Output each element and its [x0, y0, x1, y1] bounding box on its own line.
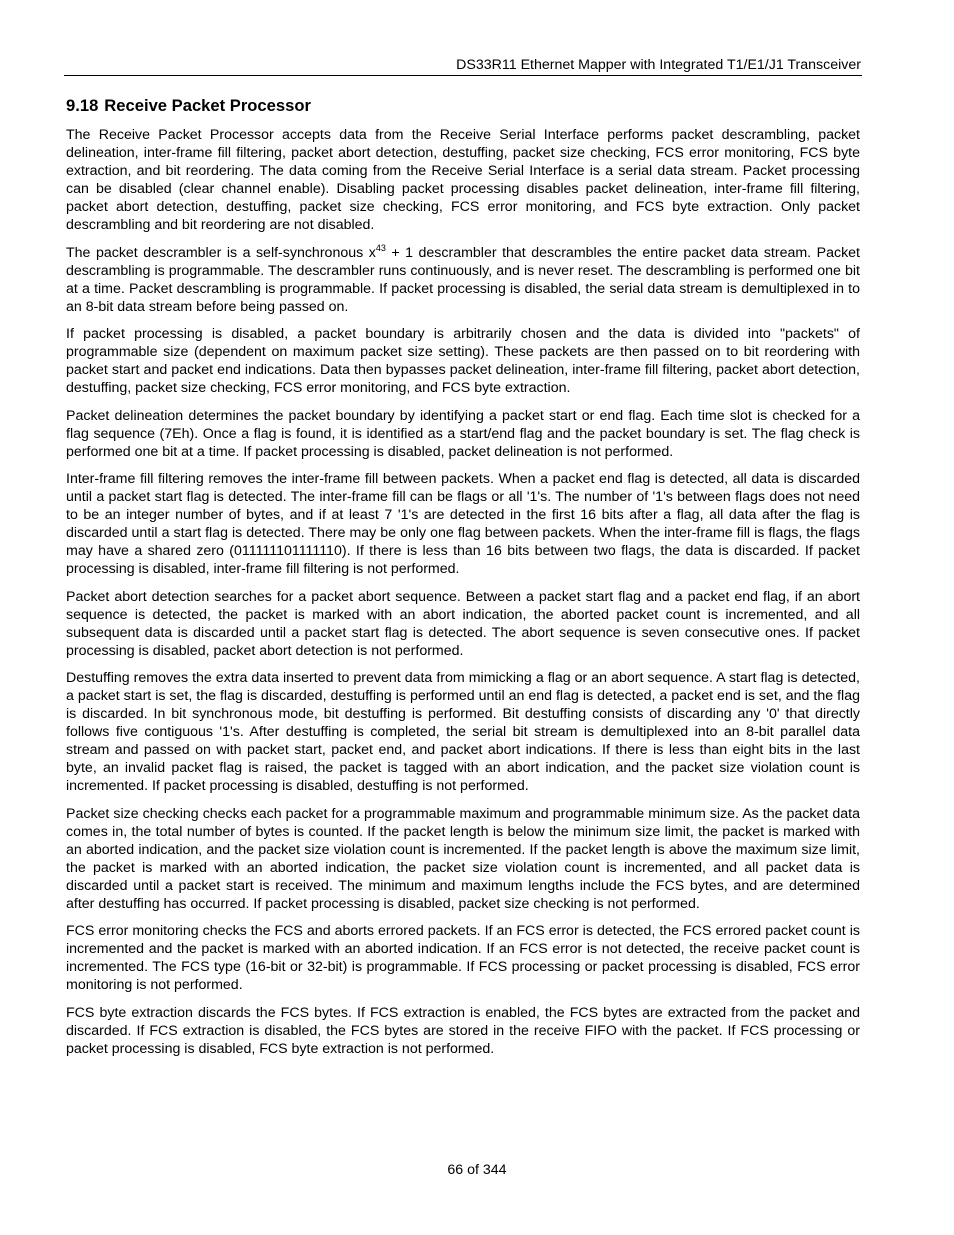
section-title: Receive Packet Processor: [104, 96, 311, 115]
paragraph-processing-disabled: If packet processing is disabled, a packet boundary is arbitrarily chosen and the data is divided into "packets" of programmable size (dependent on maximum packet size setting). These packets are then passed on to bit reordering with packet start and packet end indications. Data then bypasses packet delineation, inter-frame fill filtering, packet abort detection, destuffing, packet size checking, FCS error monitoring, and FCS byte extraction.: [66, 326, 860, 396]
descrambler-text-start: The packet descrambler is a self-synchronous x: [66, 244, 376, 261]
paragraph-overview: The Receive Packet Processor accepts data from the Receive Serial Interface performs packet descrambling, packet delineation, inter-frame fill filtering, packet abort detection, destuffing, packet size checking, FCS error monitoring, FCS byte extraction, and bit reordering. The data coming from the Receive Serial Interface is a serial data stream. Packet processing can be disabled (clear channel enable). Disabling packet processing disables packet delineation, inter-frame fill filtering, packet abort detection, destuffing, packet size checking, FCS error monitoring, and FCS byte extraction. Only packet descrambling and bit reordering are not disabled.: [66, 127, 860, 233]
paragraph-descrambler: [66, 244, 860, 316]
descrambler-text-end: + 1 descrambler that descrambles the entire packet data stream. Packet descrambling is programmable. The descrambler runs continuously, and is never reset. The descrambling is performed one bit at a time. Packet descrambling is programmable. If packet processing is disabled, the serial data stream is demultiplexed in to an 8-bit data stream before being passed on.: [66, 244, 860, 315]
paragraph-size-checking: Packet size checking checks each packet for a programmable maximum and programmable minimum size. As the packet data comes in, the total number of bytes is counted. If the packet length is below the minimum size limit, the packet is marked with an aborted indication, and the packet size violation count is incremented. If the packet length is above the maximum size limit, the packet is marked with an aborted indication, the packet size violation count is incremented, and all packet data is discarded until a packet start is received. The minimum and maximum lengths include the FCS bytes, and are determined after destuffing has occurred. If packet processing is disabled, packet size checking is not performed.: [66, 805, 860, 912]
header-divider: [64, 75, 862, 76]
section-heading: [66, 96, 311, 116]
paragraph-abort-detection: Packet abort detection searches for a packet abort sequence. Between a packet start flag and a packet end flag, if an abort sequence is detected, the packet is marked with an abort indication, the aborted packet count is incremented, and all subsequent data is discarded until a packet start flag is detected. The abort sequence is seven consecutive ones. If packet processing is disabled, packet abort detection is not performed.: [66, 588, 860, 659]
paragraph-fcs-monitoring: FCS error monitoring checks the FCS and aborts errored packets. If an FCS error is detected, the FCS errored packet count is incremented and the packet is marked with an aborted indication. If an FCS error is not detected, the receive packet count is incremented. The FCS type (16-bit or 32-bit) is programmable. If FCS processing or packet processing is disabled, FCS error monitoring is not performed.: [66, 923, 860, 993]
paragraph-destuffing: Destuffing removes the extra data inserted to prevent data from mimicking a flag or an abort sequence. A start flag is detected, a packet start is set, the flag is discarded, destuffing is performed until an end flag is detected, a packet end is set, and the flag is discarded. In bit synchronous mode, bit destuffing is performed. Bit destuffing consists of discarding any '0' that directly follows five contiguous '1's. After destuffing is completed, the serial bit stream is demultiplexed into an 8-bit parallel data stream and passed on with packet start, packet end, and packet abort indications. If there is less than eight bits in the last byte, an invalid packet flag is raised, the packet is tagged with an abort indication, and the packet size violation count is incremented. If packet processing is disabled, destuffing is not performed.: [66, 670, 860, 794]
paragraph-fcs-extraction: FCS byte extraction discards the FCS bytes. If FCS extraction is enabled, the FCS bytes are extracted from the packet and discarded. If FCS extraction is disabled, the FCS bytes are stored in the receive FIFO with the packet. If FCS processing or packet processing is disabled, FCS byte extraction is not performed.: [66, 1004, 860, 1057]
paragraph-interframe-fill: Inter-frame fill filtering removes the inter-frame fill between packets. When a packet end flag is detected, all data is discarded until a packet start flag is detected. The inter-frame fill can be flags or all '1's. The number of '1's between flags does not need to be an integer number of bytes, and if at least 7 '1's are detected in the first 16 bits after a flag, all data after the flag is discarded until a start flag is detected. There may be only one flag between packets. When the inter-frame fill is flags, the flags may have a shared zero (011111101111110). If there is less than 16 bits between two flags, the data is discarded. If packet processing is disabled, inter-frame fill filtering is not performed.: [66, 471, 860, 577]
section-body: [66, 126, 860, 1067]
exponent-superscript: 43: [375, 242, 386, 253]
section-number: 9.18: [66, 96, 99, 115]
paragraph-delineation: Packet delineation determines the packet boundary by identifying a packet start or end flag. Each time slot is checked for a flag sequence (7Eh). Once a flag is found, it is identified as a start/end flag and the packet boundary is set. The flag check is performed one bit at a time. If packet processing is disabled, packet delineation is not performed.: [66, 407, 860, 460]
document-header-title: DS33R11 Ethernet Mapper with Integrated T1/E1/J1 Transceiver: [456, 57, 861, 73]
page-number: 66 of 344: [447, 1162, 507, 1178]
